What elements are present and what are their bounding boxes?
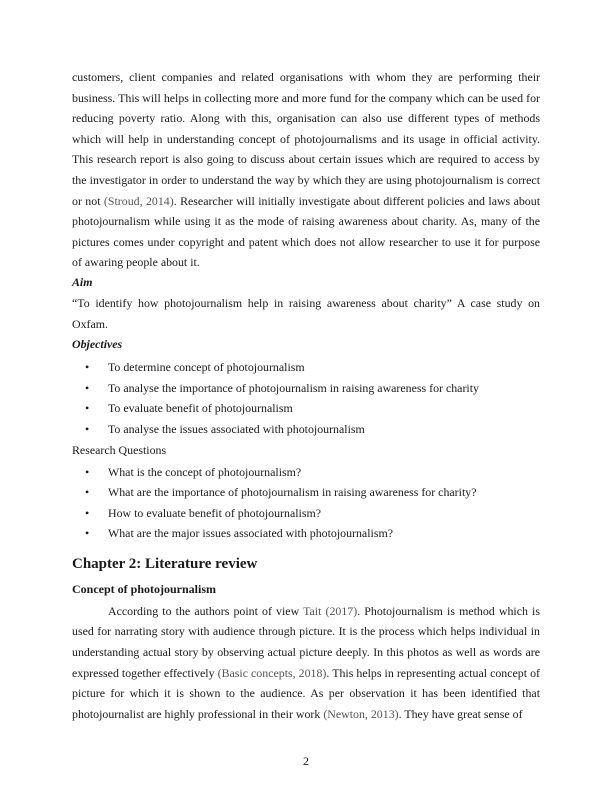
list-item-text: What are the importance of photojournalism in raising awareness for charity? [108,485,477,500]
research-questions-list [72,462,540,544]
list-item-text: To evaluate benefit of photojournalism [108,401,293,416]
list-item [72,462,540,483]
research-questions-heading: Research Questions [72,442,167,457]
paragraph-text: According to the authors point of view [108,603,304,618]
bullet-icon: • [85,360,90,375]
bullet-icon: • [85,526,90,541]
list-item-text: What are the major issues associated with photojournalism? [108,526,393,541]
list-item [72,357,540,378]
aim-heading: Aim [72,274,93,289]
paragraph-text: . Researcher will initially investigate about different policies and laws about photojournalism while using it as the mode of raising awareness about charity. As, many of the pictures comes under copyright and patent which does not allow researcher to use it for purpose of awaring people about it. [72,193,541,270]
list-item-text: To determine concept of photojournalism [108,360,305,375]
list-item [72,398,540,419]
bullet-icon: • [85,505,90,520]
bullet-icon: • [85,401,90,416]
section-heading: Concept of photojournalism [72,581,217,596]
paragraph-text: customers, client companies and related organisations with whom they are performing their business. This will helps in collecting more and more fund for the company which can be used for reducing poverty ratio. Along with this, organisation can also use different types of methods which will help in understanding concept of photojournalisms and its usage in official activity. This research report is also going to discuss about certain issues which are required to access by the investigator in order to understand the way by which they are using photojournalism is correct or not [72,70,540,208]
list-item [72,378,540,399]
list-item [72,503,540,524]
paragraph-text: . Photojournalism is method which is used for narrating story with audience through picture. It is the process which helps individual in understanding actual story by observing actual picture deeply. In this photos as well as words are expressed together effectively [72,603,540,680]
objectives-list [72,357,540,439]
bullet-icon: • [85,421,90,436]
bullet-icon: • [85,380,90,395]
chapter-heading: Chapter 2: Literature review [72,555,258,572]
list-item-text: How to evaluate benefit of photojournalism? [108,505,321,520]
citation: (Newton, 2013) [323,706,399,721]
list-item [72,523,540,544]
list-item-text: What is the concept of photojournalism? [108,464,302,479]
list-item-text: To analyse the issues associated with photojournalism [108,421,365,436]
paragraph-text: . This helps in representing actual concept of picture for which it is shown to the audience. As per observation it has been identified that photojournalist are highly professional in their work [72,665,541,721]
page-number: 2 [303,754,309,768]
citation: (Stroud, 2014) [103,193,174,208]
list-item [72,482,540,503]
objectives-heading: Objectives [72,337,123,352]
aim-text: “To identify how photojournalism help in raising awareness about charity” A case study on Oxfam. [72,295,540,331]
literature-paragraph [72,601,540,725]
bullet-icon: • [85,464,90,479]
page-content [72,67,540,724]
intro-paragraph [72,67,540,273]
citation: (Basic concepts, 2018) [217,665,327,680]
list-item [72,419,540,440]
paragraph-text: . They have great sense of [398,706,523,721]
citation: Tait (2017) [303,603,358,618]
bullet-icon: • [85,485,90,500]
list-item-text: To analyse the importance of photojournalism in raising awareness for charity [108,380,479,395]
